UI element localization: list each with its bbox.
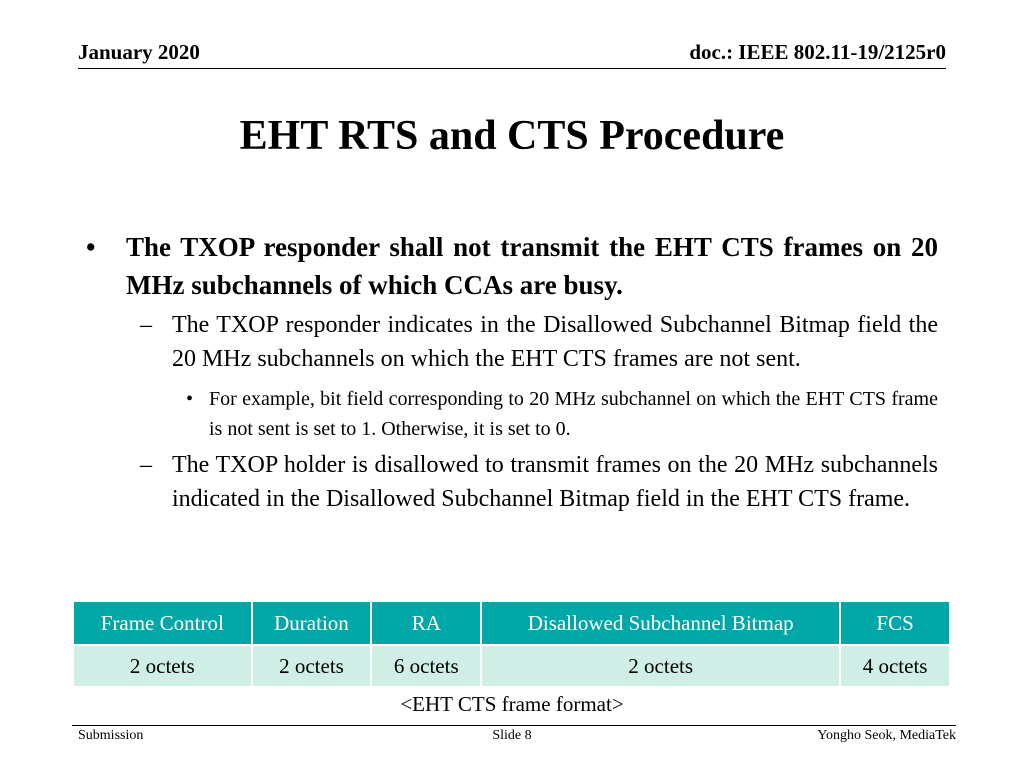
table-header-cell: FCS: [840, 601, 950, 645]
bullet-level1: [86, 228, 938, 304]
slide-body: [86, 228, 938, 516]
footer-divider: [72, 725, 956, 726]
bullet-text: The TXOP responder shall not transmit the EHT CTS frames on 20 MHz subchannels of which CCAs are busy.: [126, 232, 938, 300]
table-cell: 2 octets: [252, 645, 372, 687]
header-doc-id: doc.: IEEE 802.11-19/2125r0: [689, 40, 946, 64]
bullet-text: The TXOP holder is disallowed to transmit frames on the 20 MHz subchannels indicated in the Disallowed Subchannel Bitmap field in the EHT CTS frame.: [172, 452, 938, 512]
bullet-text: The TXOP responder indicates in the Disallowed Subchannel Bitmap field the 20 MHz subchannels on which the EHT CTS frames are not sent.: [172, 312, 938, 372]
bullet-dash-icon: –: [140, 312, 152, 338]
bullet-level2: [86, 448, 938, 516]
bullet-level3: [86, 384, 938, 444]
footer-author: Yongho Seok, MediaTek: [817, 728, 956, 743]
bullet-text: For example, bit field corresponding to 20 MHz subchannel on which the EHT CTS frame is not sent is set to 1. Otherwise, it is set to 0.: [209, 388, 938, 440]
table-header-cell: RA: [371, 601, 481, 645]
bullet-dot-icon: •: [86, 232, 96, 262]
table-cell: 2 octets: [481, 645, 840, 687]
bullet-dot-icon: •: [186, 388, 194, 410]
frame-format-table: [72, 600, 951, 688]
table-cell: 2 octets: [73, 645, 252, 687]
bullet-level2: [86, 308, 938, 376]
slide-header: [78, 40, 946, 69]
slide-title: EHT RTS and CTS Procedure: [239, 113, 785, 159]
bullet-dash-icon: –: [140, 452, 152, 478]
table-header-cell: Frame Control: [73, 601, 252, 645]
table-header-row: [73, 601, 950, 645]
table-cell: 4 octets: [840, 645, 950, 687]
table-cell: 6 octets: [371, 645, 481, 687]
table-header-cell: Disallowed Subchannel Bitmap: [481, 601, 840, 645]
table-row: [73, 645, 950, 687]
table-header-cell: Duration: [252, 601, 372, 645]
footer-submission: Submission: [78, 728, 144, 743]
header-date: January 2020: [78, 40, 200, 64]
table-caption: <EHT CTS frame format>: [400, 692, 624, 716]
footer-slide-number: Slide 8: [492, 728, 532, 743]
